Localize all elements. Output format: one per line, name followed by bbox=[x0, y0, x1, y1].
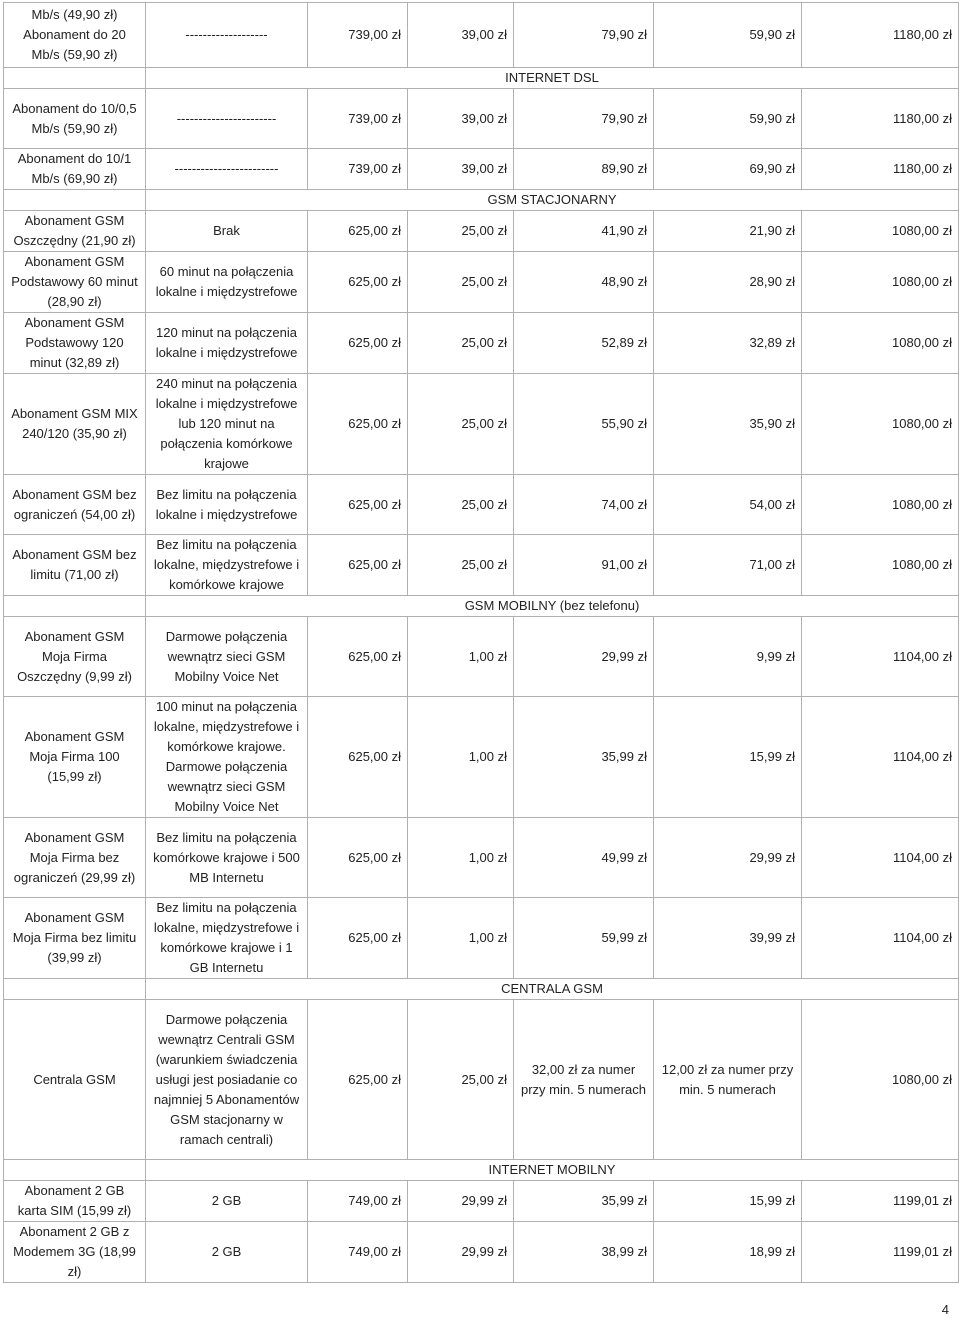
plan-description-cell: 60 minut na połączenia lokalne i międzystrefowe bbox=[146, 252, 308, 313]
price-cell-1: 625,00 zł bbox=[308, 211, 408, 252]
empty-cell bbox=[4, 1160, 146, 1181]
plan-name-cell: Abonament GSM Moja Firma 100 (15,99 zł) bbox=[4, 697, 146, 818]
price-cell-2: 39,00 zł bbox=[408, 149, 514, 190]
price-cell-1: 739,00 zł bbox=[308, 3, 408, 68]
price-cell-4: 71,00 zł bbox=[654, 535, 802, 596]
price-cell-1: 625,00 zł bbox=[308, 374, 408, 475]
price-cell-2: 25,00 zł bbox=[408, 535, 514, 596]
price-cell-3: 49,99 zł bbox=[514, 818, 654, 898]
table-row bbox=[4, 818, 959, 898]
price-cell-3: 41,90 zł bbox=[514, 211, 654, 252]
plan-name-cell: Abonament do 10/1 Mb/s (69,90 zł) bbox=[4, 149, 146, 190]
table-row bbox=[4, 1181, 959, 1222]
price-cell-4: 59,90 zł bbox=[654, 89, 802, 149]
table-row bbox=[4, 535, 959, 596]
plan-name-cell: Abonament GSM Moja Firma bez ograniczeń (29,99 zł) bbox=[4, 818, 146, 898]
plan-description-cell: 2 GB bbox=[146, 1181, 308, 1222]
plan-name-cell: Abonament 2 GB z Modemem 3G (18,99 zł) bbox=[4, 1222, 146, 1283]
plan-description-cell: Bez limitu na połączenia lokalne i międzystrefowe bbox=[146, 475, 308, 535]
price-cell-2: 29,99 zł bbox=[408, 1181, 514, 1222]
price-cell-5: 1104,00 zł bbox=[802, 898, 959, 979]
price-cell-3: 89,90 zł bbox=[514, 149, 654, 190]
plan-name-cell: Abonament 2 GB karta SIM (15,99 zł) bbox=[4, 1181, 146, 1222]
table-row bbox=[4, 617, 959, 697]
table-row bbox=[4, 697, 959, 818]
plan-description-cell: Brak bbox=[146, 211, 308, 252]
price-cell-4: 28,90 zł bbox=[654, 252, 802, 313]
price-cell-5: 1080,00 zł bbox=[802, 535, 959, 596]
section-header-row bbox=[4, 68, 959, 89]
plan-name-cell: Centrala GSM bbox=[4, 1000, 146, 1160]
plan-description-cell: Bez limitu na połączenia lokalne, międzystrefowe i komórkowe krajowe bbox=[146, 535, 308, 596]
price-cell-5: 1080,00 zł bbox=[802, 211, 959, 252]
plan-name-cell: Abonament GSM Podstawowy 60 minut (28,90 zł) bbox=[4, 252, 146, 313]
price-cell-5: 1080,00 zł bbox=[802, 374, 959, 475]
plan-description-cell: ----------------------- bbox=[146, 89, 308, 149]
table-row bbox=[4, 252, 959, 313]
plan-name-cell: Abonament GSM Moja Firma Oszczędny (9,99 zł) bbox=[4, 617, 146, 697]
plan-description-cell: Bez limitu na połączenia lokalne, międzystrefowe i komórkowe krajowe i 1 GB Internetu bbox=[146, 898, 308, 979]
plan-description-cell: 100 minut na połączenia lokalne, międzystrefowe i komórkowe krajowe. Darmowe połączenia wewnątrz sieci GSM Mobilny Voice Net bbox=[146, 697, 308, 818]
table-row bbox=[4, 211, 959, 252]
table-row bbox=[4, 313, 959, 374]
price-cell-1: 625,00 zł bbox=[308, 313, 408, 374]
price-cell-5: 1080,00 zł bbox=[802, 313, 959, 374]
table-row bbox=[4, 1000, 959, 1160]
price-cell-2: 1,00 zł bbox=[408, 818, 514, 898]
section-title: GSM STACJONARNY bbox=[146, 190, 959, 211]
price-cell-3: 38,99 zł bbox=[514, 1222, 654, 1283]
price-cell-5: 1080,00 zł bbox=[802, 1000, 959, 1160]
price-cell-3: 35,99 zł bbox=[514, 1181, 654, 1222]
section-title: INTERNET MOBILNY bbox=[146, 1160, 959, 1181]
price-cell-4: 9,99 zł bbox=[654, 617, 802, 697]
price-cell-2: 1,00 zł bbox=[408, 898, 514, 979]
price-cell-5: 1199,01 zł bbox=[802, 1222, 959, 1283]
price-cell-1: 625,00 zł bbox=[308, 475, 408, 535]
price-cell-3: 74,00 zł bbox=[514, 475, 654, 535]
price-cell-2: 25,00 zł bbox=[408, 475, 514, 535]
price-cell-3: 52,89 zł bbox=[514, 313, 654, 374]
price-cell-4: 21,90 zł bbox=[654, 211, 802, 252]
price-cell-1: 625,00 zł bbox=[308, 617, 408, 697]
price-cell-4: 54,00 zł bbox=[654, 475, 802, 535]
plan-description-cell: ------------------------ bbox=[146, 149, 308, 190]
price-cell-2: 25,00 zł bbox=[408, 211, 514, 252]
price-cell-5: 1104,00 zł bbox=[802, 617, 959, 697]
price-cell-2: 1,00 zł bbox=[408, 617, 514, 697]
table-row bbox=[4, 149, 959, 190]
price-cell-1: 749,00 zł bbox=[308, 1181, 408, 1222]
price-cell-1: 625,00 zł bbox=[308, 535, 408, 596]
plan-description-cell: 2 GB bbox=[146, 1222, 308, 1283]
table-row bbox=[4, 475, 959, 535]
plan-name-cell: Abonament GSM bez ograniczeń (54,00 zł) bbox=[4, 475, 146, 535]
price-cell-4: 59,90 zł bbox=[654, 3, 802, 68]
price-cell-1: 625,00 zł bbox=[308, 818, 408, 898]
price-cell-1: 625,00 zł bbox=[308, 252, 408, 313]
table-row bbox=[4, 89, 959, 149]
price-cell-4: 69,90 zł bbox=[654, 149, 802, 190]
empty-cell bbox=[4, 979, 146, 1000]
empty-cell bbox=[4, 190, 146, 211]
plan-description-cell: 240 minut na połączenia lokalne i międzystrefowe lub 120 minut na połączenia komórkowe krajowe bbox=[146, 374, 308, 475]
price-cell-5: 1180,00 zł bbox=[802, 89, 959, 149]
price-cell-1: 625,00 zł bbox=[308, 697, 408, 818]
price-cell-1: 749,00 zł bbox=[308, 1222, 408, 1283]
section-header-row bbox=[4, 1160, 959, 1181]
empty-cell bbox=[4, 68, 146, 89]
price-cell-5: 1104,00 zł bbox=[802, 697, 959, 818]
price-cell-2: 25,00 zł bbox=[408, 374, 514, 475]
plan-name-cell: Abonament GSM Podstawowy 120 minut (32,89 zł) bbox=[4, 313, 146, 374]
price-cell-4: 18,99 zł bbox=[654, 1222, 802, 1283]
price-cell-4: 32,89 zł bbox=[654, 313, 802, 374]
price-cell-2: 25,00 zł bbox=[408, 252, 514, 313]
price-cell-3: 59,99 zł bbox=[514, 898, 654, 979]
price-cell-3: 48,90 zł bbox=[514, 252, 654, 313]
plan-description-cell: Darmowe połączenia wewnątrz sieci GSM Mobilny Voice Net bbox=[146, 617, 308, 697]
plan-name-cell: Abonament GSM MIX 240/120 (35,90 zł) bbox=[4, 374, 146, 475]
price-cell-4: 35,90 zł bbox=[654, 374, 802, 475]
section-title: GSM MOBILNY (bez telefonu) bbox=[146, 596, 959, 617]
empty-cell bbox=[4, 596, 146, 617]
price-cell-3: 35,99 zł bbox=[514, 697, 654, 818]
page-number: 4 bbox=[941, 1302, 949, 1317]
plan-name-cell: Mb/s (49,90 zł) Abonament do 20 Mb/s (59,90 zł) bbox=[4, 3, 146, 68]
table-row bbox=[4, 3, 959, 68]
section-header-row bbox=[4, 596, 959, 617]
price-cell-3: 91,00 zł bbox=[514, 535, 654, 596]
price-cell-4: 15,99 zł bbox=[654, 697, 802, 818]
table-row bbox=[4, 898, 959, 979]
price-cell-2: 25,00 zł bbox=[408, 1000, 514, 1160]
price-cell-3: 79,90 zł bbox=[514, 89, 654, 149]
price-cell-3: 29,99 zł bbox=[514, 617, 654, 697]
price-cell-2: 39,00 zł bbox=[408, 89, 514, 149]
section-title: CENTRALA GSM bbox=[146, 979, 959, 1000]
plan-name-cell: Abonament do 10/0,5 Mb/s (59,90 zł) bbox=[4, 89, 146, 149]
plan-description-cell: ------------------- bbox=[146, 3, 308, 68]
plan-name-cell: Abonament GSM Moja Firma bez limitu (39,99 zł) bbox=[4, 898, 146, 979]
price-list-table bbox=[3, 2, 959, 1283]
table-body bbox=[4, 3, 959, 1283]
price-cell-5: 1180,00 zł bbox=[802, 149, 959, 190]
price-cell-1: 739,00 zł bbox=[308, 89, 408, 149]
price-cell-4: 15,99 zł bbox=[654, 1181, 802, 1222]
price-cell-1: 739,00 zł bbox=[308, 149, 408, 190]
plan-description-cell: Bez limitu na połączenia komórkowe krajowe i 500 MB Internetu bbox=[146, 818, 308, 898]
price-cell-2: 29,99 zł bbox=[408, 1222, 514, 1283]
price-cell-1: 625,00 zł bbox=[308, 898, 408, 979]
price-cell-3: 79,90 zł bbox=[514, 3, 654, 68]
plan-name-cell: Abonament GSM Oszczędny (21,90 zł) bbox=[4, 211, 146, 252]
price-cell-5: 1104,00 zł bbox=[802, 818, 959, 898]
price-cell-5: 1180,00 zł bbox=[802, 3, 959, 68]
section-header-row bbox=[4, 190, 959, 211]
price-cell-4: 29,99 zł bbox=[654, 818, 802, 898]
section-header-row bbox=[4, 979, 959, 1000]
price-cell-2: 39,00 zł bbox=[408, 3, 514, 68]
price-cell-5: 1199,01 zł bbox=[802, 1181, 959, 1222]
price-cell-3: 32,00 zł za numer przy min. 5 numerach bbox=[514, 1000, 654, 1160]
price-cell-3: 55,90 zł bbox=[514, 374, 654, 475]
price-cell-5: 1080,00 zł bbox=[802, 475, 959, 535]
plan-description-cell: Darmowe połączenia wewnątrz Centrali GSM (warunkiem świadczenia usługi jest posiadanie co najmniej 5 Abonamentów GSM stacjonarny w ramach centrali) bbox=[146, 1000, 308, 1160]
table-row bbox=[4, 374, 959, 475]
price-cell-5: 1080,00 zł bbox=[802, 252, 959, 313]
price-cell-4: 39,99 zł bbox=[654, 898, 802, 979]
price-cell-4: 12,00 zł za numer przy min. 5 numerach bbox=[654, 1000, 802, 1160]
plan-description-cell: 120 minut na połączenia lokalne i międzystrefowe bbox=[146, 313, 308, 374]
section-title: INTERNET DSL bbox=[146, 68, 959, 89]
plan-name-cell: Abonament GSM bez limitu (71,00 zł) bbox=[4, 535, 146, 596]
table-row bbox=[4, 1222, 959, 1283]
price-cell-2: 25,00 zł bbox=[408, 313, 514, 374]
price-cell-1: 625,00 zł bbox=[308, 1000, 408, 1160]
price-cell-2: 1,00 zł bbox=[408, 697, 514, 818]
